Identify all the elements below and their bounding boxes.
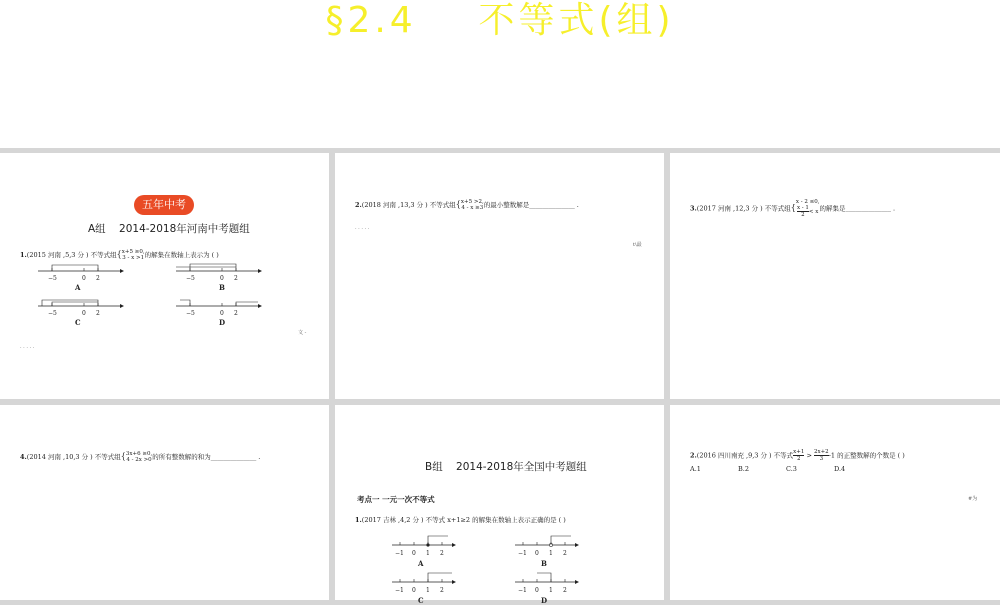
tick-label: −1: [518, 587, 527, 594]
tick-label: 1: [549, 550, 553, 557]
question-3: [690, 199, 895, 218]
fraction-numerator: x - 1: [796, 205, 809, 211]
number-line-c: [390, 570, 460, 594]
question-text: (2017 河南 ,12,3 分 ) 不等式组: [696, 204, 791, 213]
tick-label: 2: [563, 587, 567, 594]
tick-label: 1: [549, 587, 553, 594]
question-text-end: -1 的正整数解的个数是 ( ): [828, 451, 905, 460]
question-text: (2014 河南 ,10,3 分 ) 不等式组: [26, 453, 121, 461]
option-label-d: D: [541, 596, 548, 605]
group-heading: B组 2014-2018年全国中考题组: [425, 461, 587, 473]
option-d[interactable]: D.4: [834, 465, 846, 473]
brace-icon: {: [455, 200, 461, 209]
dots: . . . . .: [355, 225, 370, 231]
option-label-a: A: [75, 283, 81, 292]
side-note: #为: [968, 496, 978, 502]
option-label-c: C: [75, 318, 81, 327]
option-label-c: C: [418, 596, 424, 605]
number-line-b: [513, 533, 583, 557]
slide-1[interactable]: [0, 153, 329, 399]
tick-label: 1: [426, 550, 430, 557]
question-text-end: 的解集在数轴上表示为 ( ): [144, 251, 219, 259]
number-line-d: [174, 296, 264, 320]
tick-label: 2: [96, 275, 100, 282]
brace-icon: {: [790, 203, 796, 213]
question-text: (2017 吉林 ,4,2 分 ) 不等式 x+1≥2 的解集在数轴上表示正确的是 ( ): [361, 516, 566, 524]
question-4: [20, 451, 260, 463]
tick-label: 0: [220, 275, 224, 282]
tick-label: 0: [220, 310, 224, 317]
page-title: §2.4 不等式(组): [325, 0, 675, 41]
inequality-system: [796, 199, 820, 218]
option-label-d: D: [219, 318, 226, 327]
question-number: 1.: [355, 516, 362, 524]
tick-label: 2: [440, 587, 444, 594]
question-text-end: 的最小整数解是______________ .: [483, 201, 579, 209]
tick-label: 2: [234, 310, 238, 317]
option-label-b: B: [219, 283, 225, 292]
tick-label: −5: [48, 275, 57, 282]
tick-label: −5: [48, 310, 57, 317]
question-1: [20, 249, 219, 261]
tick-label: 0: [535, 587, 539, 594]
title-banner: [0, 0, 1000, 148]
slide-6[interactable]: [670, 405, 1000, 600]
question-text: (2016 四川南充 ,9,3 分 ) 不等式: [696, 451, 794, 460]
side-note: 文 ‑: [298, 330, 307, 336]
tick-label: 1: [426, 587, 430, 594]
slide-2[interactable]: [335, 153, 664, 399]
system-line-1: x - 2 ≤0,: [795, 199, 820, 205]
tick-label: −1: [518, 550, 527, 557]
slide-5[interactable]: [335, 405, 664, 605]
fraction-denominator: 2: [797, 456, 801, 462]
tick-label: 2: [440, 550, 444, 557]
question-2: [355, 199, 579, 211]
tick-label: 0: [82, 310, 86, 317]
section-badge: 五年中考: [134, 195, 194, 215]
question-number: 1.: [20, 251, 27, 259]
option-c[interactable]: C.3: [786, 465, 797, 473]
question-6: 2.(2016 四川南充 ,9,3 分 ) 不等式 $\frac{x+1}{2}$ > $\frac{2x+2}{3}-1$ 的正整数解的个数是 ( ): [690, 449, 905, 462]
tick-label: −5: [186, 310, 195, 317]
fraction: [797, 205, 809, 218]
number-line-a: [390, 533, 460, 557]
number-line-a: [36, 261, 126, 285]
fraction-numerator: x+1: [793, 449, 805, 455]
answer-options: [690, 465, 882, 473]
fraction-2: [814, 449, 829, 462]
option-label-b: B: [541, 559, 547, 568]
topic-heading: 考点一 一元一次不等式: [357, 495, 435, 504]
slide-3[interactable]: [670, 153, 1000, 399]
tick-label: 0: [535, 550, 539, 557]
system-line-2-rest: < x: [808, 209, 819, 215]
question-number: 2.: [355, 201, 362, 209]
inequality-system: [126, 451, 152, 463]
question-number: 3.: [690, 204, 697, 213]
option-label-a: A: [418, 559, 424, 568]
system-line-1: x+5 >2,: [460, 199, 484, 205]
system-line-2: 3 - x >1: [122, 255, 145, 261]
system-line-1: 3x+6 ≥0,: [125, 451, 153, 457]
tick-label: 2: [96, 310, 100, 317]
question-text: (2015 河南 ,5,3 分 ) 不等式组: [26, 251, 117, 259]
inequality-system: [461, 199, 484, 211]
tick-label: −5: [186, 275, 195, 282]
question-number: 2.: [690, 451, 697, 460]
inequality-system: [122, 249, 145, 261]
tick-label: 2: [563, 550, 567, 557]
fraction-numerator: 2x+2: [813, 449, 829, 455]
side-note: t\最: [633, 242, 642, 248]
fraction-denominator: 2: [801, 212, 805, 218]
question-text-end: 的解集是______________ .: [819, 204, 896, 213]
tick-label: 2: [234, 275, 238, 282]
question-text: (2018 河南 ,13,3 分 ) 不等式组: [361, 201, 456, 209]
number-line-b: [174, 261, 264, 285]
dots: . . . . .: [20, 344, 35, 350]
group-heading: A组 2014-2018年河南中考题组: [88, 223, 250, 235]
tick-label: 0: [82, 275, 86, 282]
fraction-1: [793, 449, 804, 462]
question-text-end: 的所有整数解的和为______________ .: [152, 453, 261, 461]
tick-label: 0: [412, 587, 416, 594]
tick-label: 0: [412, 550, 416, 557]
option-a[interactable]: A.1: [690, 465, 701, 473]
tick-label: −1: [395, 587, 404, 594]
system-line-2: 4 - 2x >0: [126, 457, 152, 463]
question-number: 4.: [20, 453, 27, 461]
slide-4[interactable]: [0, 405, 329, 600]
brace-icon: {: [116, 250, 122, 259]
fraction-denominator: 3: [819, 456, 824, 462]
system-line-1: x+5 ≥0,: [121, 249, 145, 255]
brace-icon: {: [120, 452, 126, 461]
number-line-d: [513, 570, 583, 594]
system-line-2: 4 - x ≥3: [461, 205, 484, 211]
question-5: [355, 515, 566, 524]
number-line-c: [36, 296, 126, 320]
option-b[interactable]: B.2: [738, 465, 749, 473]
tick-label: −1: [395, 550, 404, 557]
